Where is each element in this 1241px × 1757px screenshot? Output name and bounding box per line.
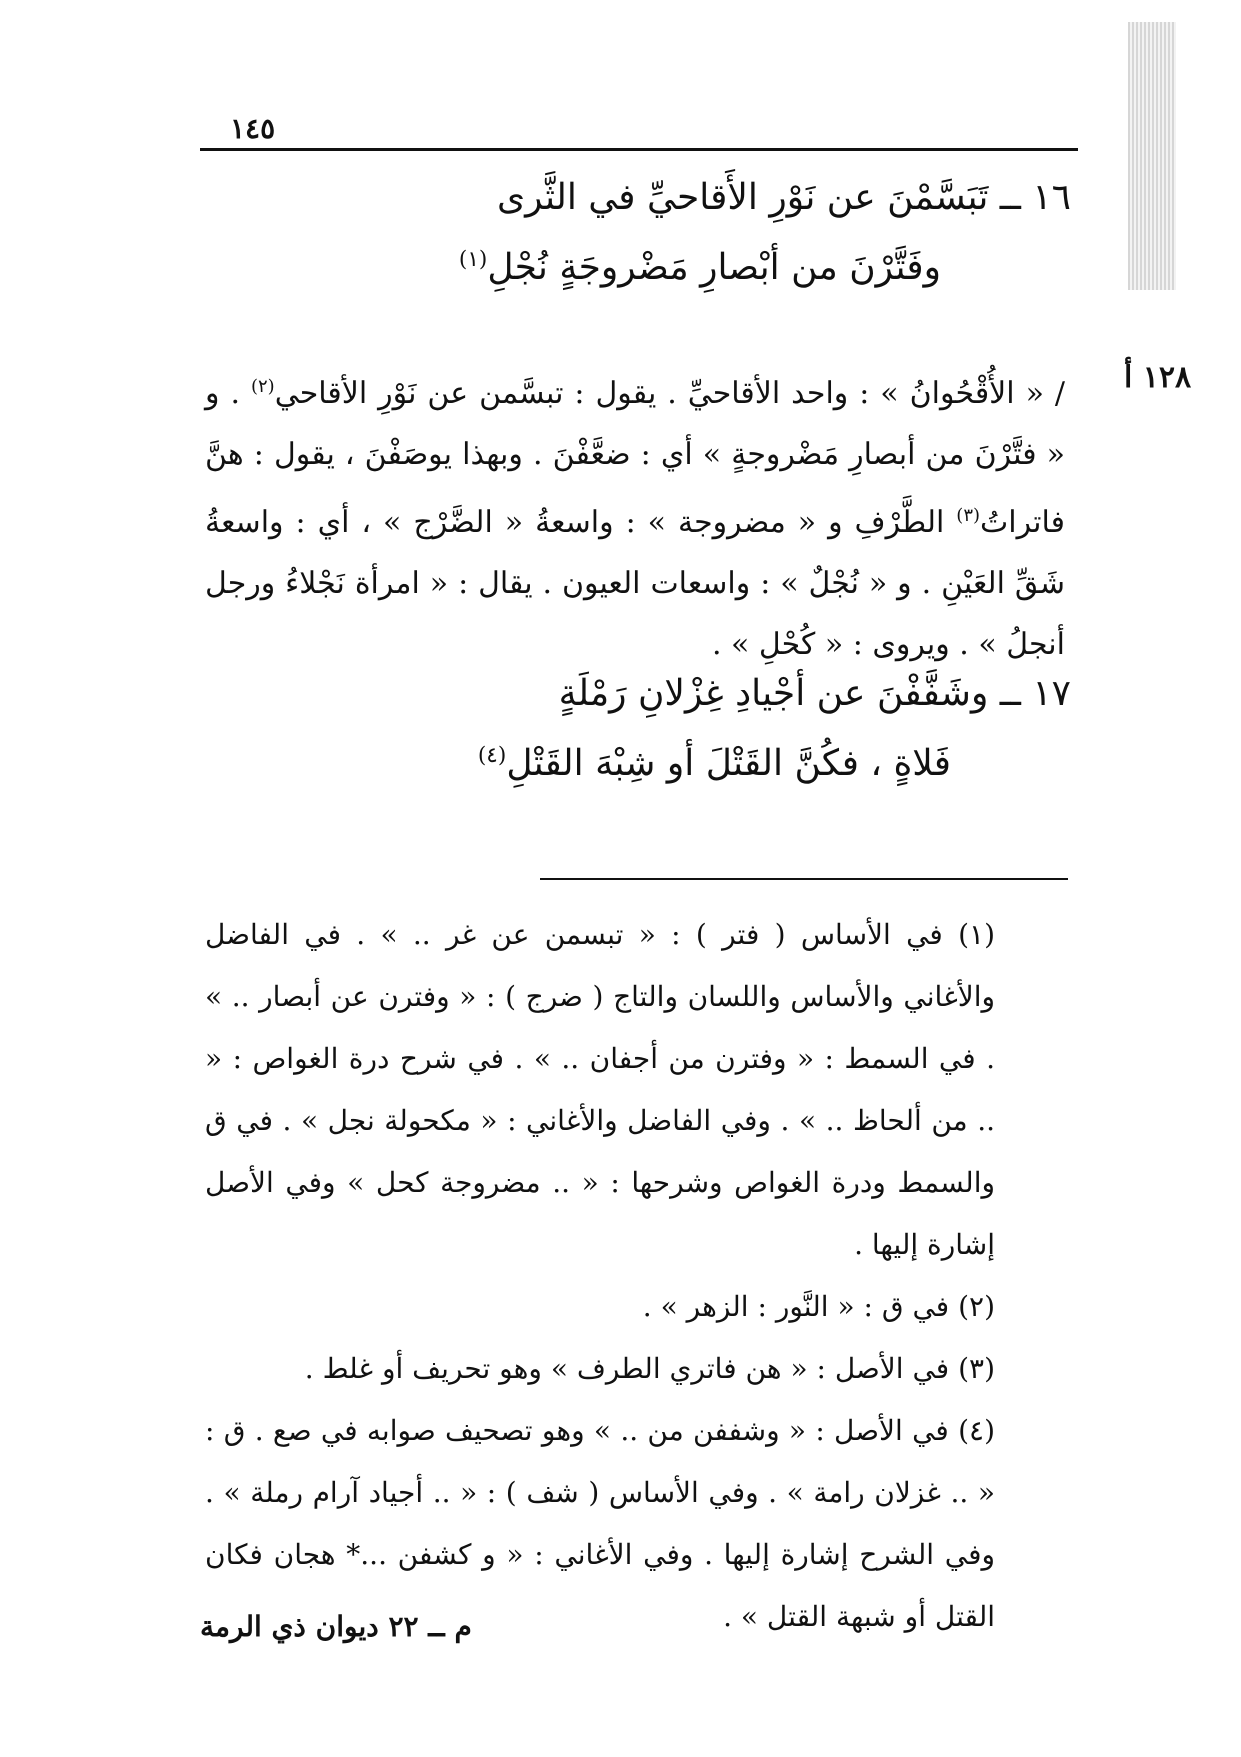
footnote-2: (٢) في ق : « النَّور : الزهر » . [642,1290,995,1323]
footnotes [205,904,1067,1648]
verse-16-second-hemistich [459,246,941,289]
header-rule [200,148,1078,151]
verse-17-second-hemistich [478,742,951,785]
commentary-part-2: . و « فتَّرْنَ من أبصارِ مَضْروجةٍ » أي : ضعَّفْنَ . وبهذا يوصَفْنَ ، يقول : هنَّ فاتراتُ [205,376,1065,540]
footnote-4: (٤) في الأصل : « وشففن من .. » وهو تصحيف صوابه في صع . ق : « .. غزلان رامة » . وفي الأساس ( شف ) : « .. أجياد آرام رملة » . وفي الشرح إشارة إليها . وفي الأغاني : « و كشفن ...* هجان فكان القتل أو شبهة القتل » . [205,1414,995,1633]
verse-16-first-hemistich: ١٦ ــ تَبَسَّمْنَ عن نَوْرِ الأَقاحيِّ في الثَّرى [496,177,1071,218]
printer-signature: م ــ ٢٢ ديوان ذي الرمة [200,1610,472,1643]
footnote-marker-3: (٣) [956,505,981,526]
manuscript-folio-ref: ١٢٨ أ [1124,360,1192,395]
commentary [205,356,1065,675]
footnote-marker-1: (١) [458,247,488,272]
verse-17-first-hemistich: ١٧ ــ وشَفَّفْنَ عن أجْيادِ غِزْلانِ رَمْلَةٍ [558,673,1071,714]
footnote-1: (١) في الأساس ( فتر ) : « تبسمن عن غر .. » . في الفاضل والأغاني والأساس واللسان والتاج ( ضرج ) : « وفترن عن أبصار .. » . في السمط : « وفترن من أجفان .. » . في شرح درة الغواص : « .. من ألحاظ .. » . وفي الفاضل والأغاني : « مكحولة نجل » . في ق والسمط ودرة الغواص وشرحها : « .. مضروجة كحل » وفي الأصل إشارة إليها . [205,918,995,1261]
footnote-marker-2: (٢) [250,376,275,397]
verse-17-second-hemistich-text: فَلاةٍ ، فكُنَّ القَتْلَ أو شِبْهَ القَتْلِ [506,743,951,784]
page-number: ١٤٥ [230,112,276,145]
commentary-part-1: / « الأُقْحُوانُ » : واحد الأقاحيِّ . يقول : تبسَّمن عن نَوْرِ الأقاحي [274,376,1066,411]
scanned-page-edge [1128,22,1176,290]
footnote-separator [540,878,1068,880]
verse-16-second-hemistich-text: وفَتَّرْنَ من أبْصارِ مَضْروجَةٍ نُجْلِ [487,247,941,288]
footnote-marker-4: (٤) [477,743,507,768]
commentary-part-3: الطَّرْفِ و « مضروجة » : واسعةُ « الضَّرْج » ، أي : واسعةُ شَقِّ العَيْنِ . و « نُجْلٌ » : واسعات العيون . يقال : « امرأة نَجْلاءُ ورجل أنجلُ » . ويروى : « كُحْلِ » . [205,505,1065,662]
footnote-3: (٣) في الأصل : « هن فاتري الطرف » وهو تحريف أو غلط . [304,1352,995,1385]
commentary-paragraph [205,356,1065,675]
